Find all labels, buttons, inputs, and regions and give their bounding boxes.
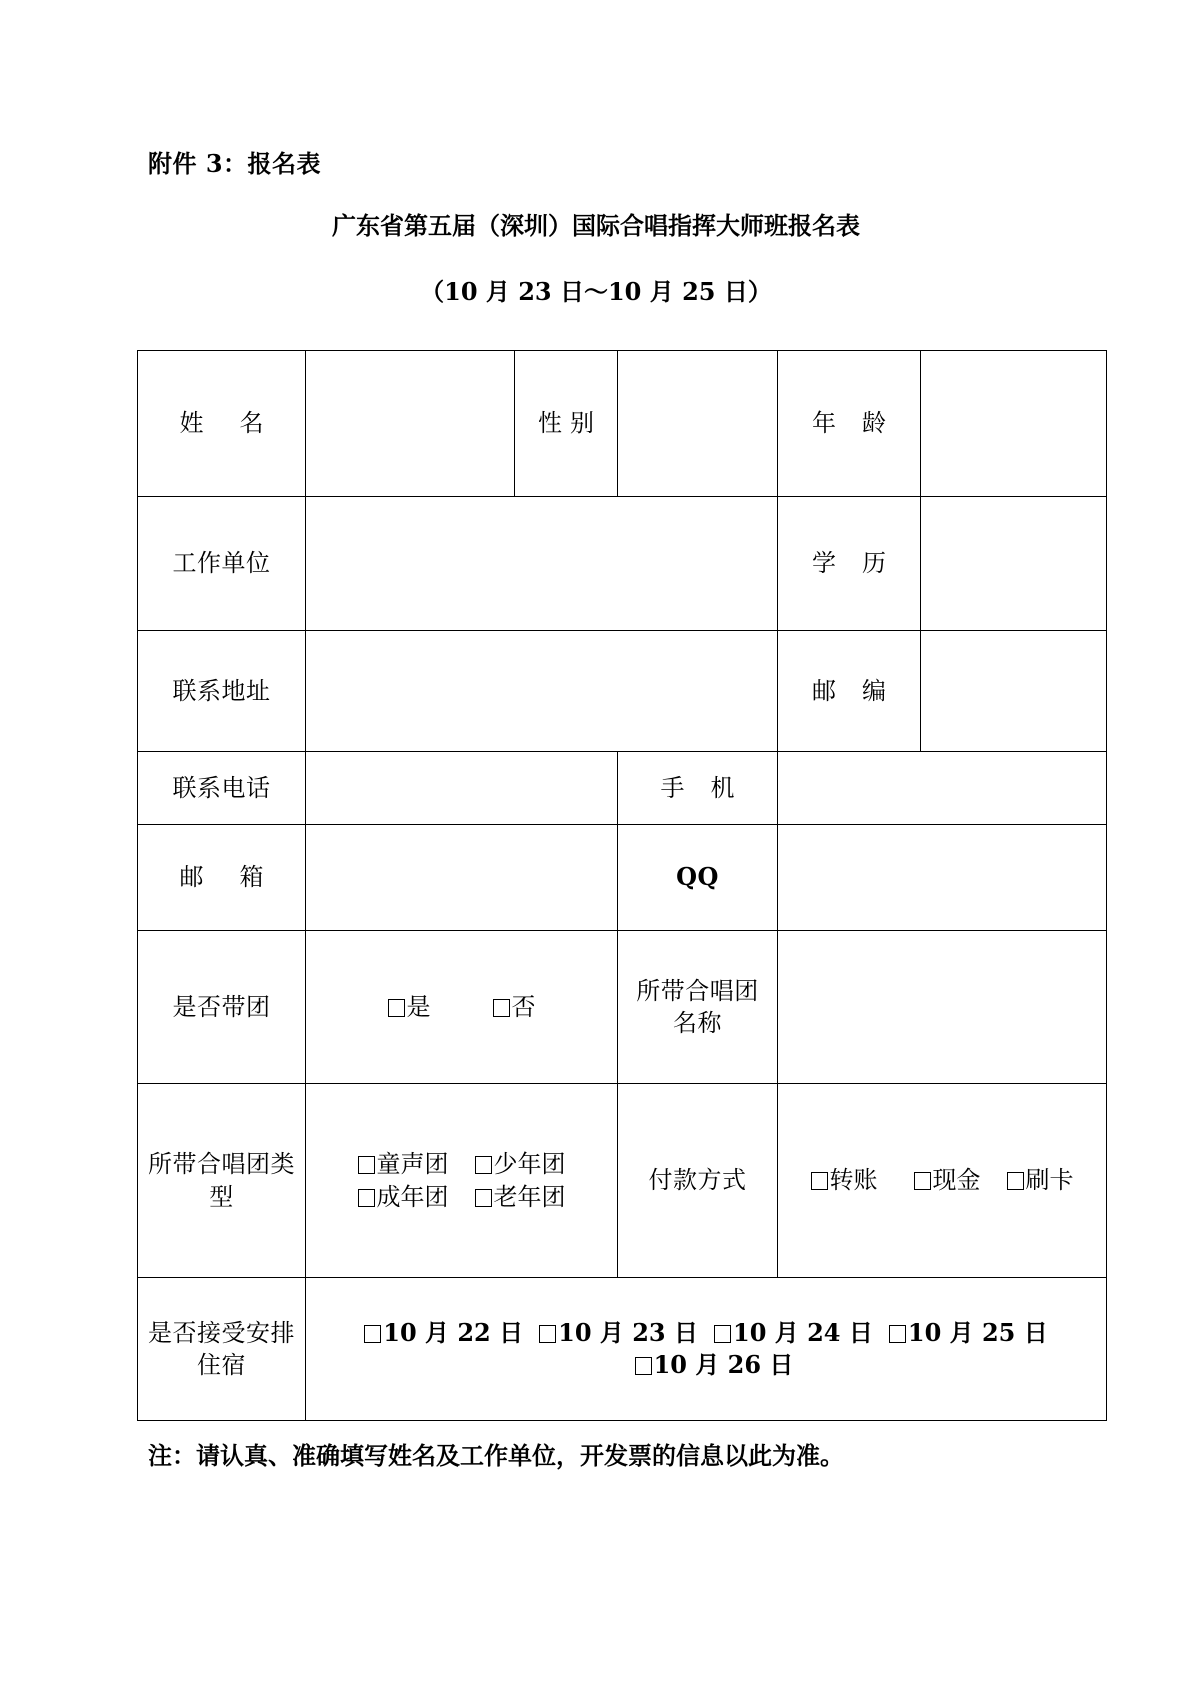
email-label: 邮箱 (179, 863, 300, 892)
checkbox-icon[interactable] (635, 1357, 652, 1375)
accommodation-date-options (306, 1278, 1107, 1421)
payment-card-option[interactable] (1007, 1164, 1074, 1196)
work-unit-field[interactable] (306, 497, 778, 631)
accommodation-label-line1: 是否接受安排 (148, 1318, 295, 1347)
checkbox-icon[interactable] (539, 1325, 556, 1343)
education-field[interactable] (921, 497, 1107, 631)
choir-name-label-line2: 名称 (673, 1009, 722, 1037)
mobile-field[interactable] (778, 752, 1107, 825)
lead-choir-yes-label: 是 (406, 992, 431, 1021)
accommodation-date-option[interactable] (635, 1349, 794, 1381)
lead-choir-no-option[interactable] (493, 991, 536, 1023)
registration-table (137, 350, 1107, 1421)
email-field[interactable] (306, 825, 618, 931)
checkbox-icon[interactable] (889, 1325, 906, 1343)
gender-label-cell (515, 351, 618, 497)
email-label-cell (138, 825, 306, 931)
choir-name-label (618, 931, 778, 1084)
choir-type-youth-label: 少年团 (493, 1150, 566, 1179)
lead-choir-label: 是否带团 (138, 931, 306, 1084)
attachment-label: 附件 3：报名表 (148, 149, 322, 178)
postcode-label: 邮编 (812, 676, 912, 705)
accommodation-date-option[interactable] (364, 1317, 523, 1349)
choir-type-label-line1: 所带合唱团类 (148, 1150, 295, 1179)
choir-type-adult-option[interactable] (358, 1181, 449, 1213)
phone-label: 联系电话 (138, 752, 306, 825)
lead-choir-options (306, 931, 618, 1084)
footnote: 注：请认真、准确填写姓名及工作单位，开发票的信息以此为准。 (148, 1441, 844, 1470)
choir-type-adult-label: 成年团 (376, 1182, 449, 1211)
payment-cash-option[interactable] (914, 1164, 981, 1196)
checkbox-icon[interactable] (475, 1156, 492, 1174)
accommodation-date-label: 10 月 25 日 (907, 1317, 1048, 1347)
phone-field[interactable] (306, 752, 618, 825)
accommodation-date-label: 10 月 22 日 (383, 1317, 524, 1347)
accommodation-date-option[interactable] (539, 1317, 698, 1349)
checkbox-icon[interactable] (493, 999, 510, 1017)
qq-field[interactable] (778, 825, 1107, 931)
checkbox-icon[interactable] (811, 1172, 828, 1190)
choir-name-label-line1: 所带合唱团 (636, 976, 759, 1005)
payment-card-label: 刷卡 (1025, 1166, 1074, 1195)
name-label-cell (138, 351, 306, 497)
checkbox-icon[interactable] (914, 1172, 931, 1190)
choir-type-senior-option[interactable] (475, 1181, 566, 1213)
accommodation-date-label: 10 月 24 日 (733, 1317, 873, 1347)
accommodation-label (138, 1278, 306, 1421)
gender-label: 性别 (538, 409, 602, 438)
choir-type-label-line2: 型 (209, 1182, 234, 1211)
checkbox-icon[interactable] (358, 1189, 375, 1207)
choir-type-senior-label: 老年团 (493, 1182, 566, 1211)
choir-name-field[interactable] (778, 931, 1107, 1084)
gender-field[interactable] (618, 351, 778, 497)
checkbox-icon[interactable] (714, 1325, 731, 1343)
choir-type-children-option[interactable] (358, 1148, 449, 1180)
education-label: 学历 (812, 549, 912, 578)
payment-transfer-option[interactable] (811, 1164, 878, 1196)
age-label: 年龄 (812, 409, 912, 438)
name-field[interactable] (306, 351, 515, 497)
postcode-label-cell (778, 631, 921, 752)
payment-label: 付款方式 (618, 1084, 778, 1278)
checkbox-icon[interactable] (388, 999, 405, 1017)
accommodation-label-line2: 住宿 (197, 1351, 246, 1379)
age-field[interactable] (921, 351, 1107, 497)
payment-transfer-label: 转账 (829, 1166, 878, 1195)
choir-type-youth-option[interactable] (475, 1148, 566, 1180)
accommodation-date-option[interactable] (714, 1317, 873, 1349)
payment-cash-label: 现金 (932, 1166, 981, 1195)
mobile-label-cell (618, 752, 778, 825)
qq-label: QQ (618, 825, 778, 931)
checkbox-icon[interactable] (364, 1325, 381, 1343)
work-unit-label: 工作单位 (138, 497, 306, 631)
checkbox-icon[interactable] (475, 1189, 492, 1207)
age-label-cell (778, 351, 921, 497)
form-title: 广东省第五届（深圳）国际合唱指挥大师班报名表 (332, 211, 860, 240)
accommodation-date-label: 10 月 23 日 (558, 1317, 698, 1347)
postcode-field[interactable] (921, 631, 1107, 752)
lead-choir-no-label: 否 (511, 992, 536, 1021)
address-label: 联系地址 (138, 631, 306, 752)
accommodation-date-option[interactable] (889, 1317, 1048, 1349)
lead-choir-yes-option[interactable] (388, 991, 431, 1023)
checkbox-icon[interactable] (1007, 1172, 1024, 1190)
choir-type-children-label: 童声团 (376, 1150, 449, 1179)
address-field[interactable] (306, 631, 778, 752)
name-label: 姓名 (179, 409, 300, 438)
choir-type-options (306, 1084, 618, 1278)
choir-type-label (138, 1084, 306, 1278)
payment-options (778, 1084, 1107, 1278)
mobile-label: 手机 (660, 773, 761, 802)
education-label-cell (778, 497, 921, 631)
form-date-range: （10 月 23 日～10 月 25 日） (420, 277, 772, 306)
checkbox-icon[interactable] (358, 1156, 375, 1174)
accommodation-date-label: 10 月 26 日 (653, 1350, 794, 1379)
